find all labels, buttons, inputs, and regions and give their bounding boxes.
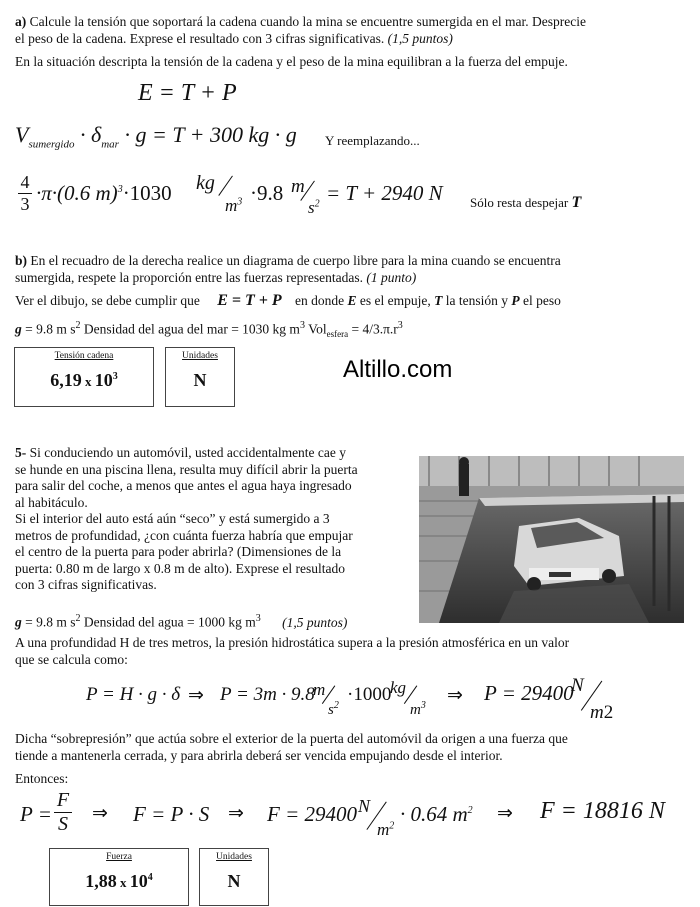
fraction-f-s: F S [54, 789, 72, 836]
q5-text: 5- Si conduciendo un automóvil, usted accidentalmente cae y se hunde en una piscina llena, resulta muy difícil abrir la puerta para salir del coche, a menos que antes el agua haya ingresado al habitáculo. Si el interior del auto está aún “seco” y está sumergido a 3 metros de profundidad, ¿con cuánta fuerza habría que empujar el centro de la puerta para poder abrirla? (Dimensiones de la puerta: 0.80 m de largo x 0.8 m de alto). Exprese el resultado con 3 cifras significativas. [15, 445, 358, 592]
equation-p-f-s: P = [20, 802, 52, 826]
arrow-5: ⇒ [497, 803, 513, 824]
equation-buoyancy: $V_{sumergido} \cdot \delta_{mar} \cdot g = T + 300$ kg · g [15, 122, 297, 151]
part-a-question: a) Calcule la tensión que soportará la cadena cuando la mina se encuentre sumergida en el mar. Desprecie [15, 14, 587, 29]
unit-kg-2: kg [390, 678, 407, 697]
points-b: (1 punto) [366, 270, 417, 285]
equation-e-t-p: E = T + P [138, 80, 237, 106]
unit-n-2: N [358, 796, 371, 816]
units-box-2: Unidades N [199, 848, 269, 906]
arrow-3: ⇒ [92, 803, 108, 824]
q5-data: g = 9.8 m $s^2$ Densidad del agua = 1000 kg $m^3$ (1,5 puntos) [15, 613, 348, 630]
units-box-1: Unidades N [165, 347, 235, 407]
points-q5: (1,5 puntos) [282, 614, 348, 630]
q5-pressure-text-2: que se calcula como: [15, 652, 128, 667]
arrow-2: ⇒ [447, 685, 463, 706]
car-in-pool-photo [419, 456, 684, 623]
equation-pressure-sub: P = 3m · 9.8 [220, 684, 315, 705]
watermark: Altillo.com [343, 356, 453, 383]
arrow-4: ⇒ [228, 803, 244, 824]
part-a-question-line2: el peso de la cadena. Exprese el resultado con 3 cifras significativas. (1,5 puntos) [15, 31, 453, 46]
answer-box-force: Fuerza 1,88 x $10^4$ [49, 848, 189, 906]
equation-f-sub: F = 29400 [267, 802, 357, 826]
answer-tension-value: 6,19 x $10^3$ [50, 370, 118, 390]
value-g: ·9.8 [250, 181, 284, 205]
equation-pressure-result: P = 29400 [484, 681, 574, 705]
equation-substitution: ·π·(0.6 m)$^3$·1030 [36, 181, 172, 205]
equation-result-t: = T + 2940 N [326, 181, 443, 205]
unit-m3: $m^3$ [225, 196, 243, 215]
answer-box-tension: Tensión cadena 6,19 x $10^3$ [14, 347, 154, 407]
slash-kg-m3 [218, 176, 233, 197]
unit-kg-m3: kg [196, 172, 215, 194]
unit-m-2: m [313, 680, 326, 699]
unit-m: m [291, 176, 305, 197]
q5-overpressure-text: Dicha “sobrepresión” que actúa sobre el exterior de la puerta del automóvil da origen a una fuerza que [15, 731, 568, 746]
part-b-question: b) En el recuadro de la derecha realice un diagrama de cuerpo libre para la mina cuando se encuentra [15, 253, 561, 268]
equation-pressure: P = H · g · δ [86, 684, 181, 705]
unit-m2-2: $m^2$ [377, 820, 395, 839]
fraction-4-3: 4 3 [18, 172, 32, 215]
q5-pressure-text: A una profundidad H de tres metros, la presión hidrostática supera a la presión atmosférica en un valor [15, 635, 570, 650]
unit-m3-2: $m^3$ [410, 700, 426, 718]
equation-f-p-s: F = P · S [133, 802, 210, 826]
equation-area: · 0.64 $m^2$ [400, 802, 473, 826]
unit-s2-2: $s^2$ [328, 700, 339, 718]
note-replacing: Y reemplazando... [325, 133, 420, 148]
q5-overpressure-text-2: tiende a mantenerla cerrada, y para abrirla deberá ser vencida empujando desde el interior. [15, 748, 503, 763]
points-a: (1,5 puntos) [387, 31, 453, 46]
unit-m2: m2 [590, 702, 614, 723]
unit-s2: $s^2$ [308, 198, 320, 217]
car-in-pool-image [419, 456, 684, 623]
part-b-data: g = 9.8 m $s^2$ Densidad del agua del mar = 1030 kg $m^3$ $Vol_{esfera} = 4/3.\pi.r^3$ [15, 320, 403, 340]
arrow-1: ⇒ [188, 685, 204, 706]
value-1000: ·1000 [347, 684, 392, 705]
part-b-explanation: Ver el dibujo, se debe cumplir que E = T + P en donde E es el empuje, T la tensión y P el peso [15, 292, 561, 309]
part-a-label: a) [15, 14, 27, 29]
note-solve-t: Sólo resta despejar T [470, 194, 582, 211]
unit-n: N [571, 675, 584, 696]
q5-number: 5- [15, 445, 27, 460]
part-b-question-line2: sumergida, respete la proporción entre las fuerzas representadas. (1 punto) [15, 270, 417, 285]
answer-force-value: 1,88 x $10^4$ [85, 871, 153, 891]
part-b-label: b) [15, 253, 28, 268]
equation-force-result: F = 18816 N [540, 798, 665, 824]
q5-then: Entonces: [15, 771, 69, 786]
part-a-situation: En la situación descripta la tensión de la cadena y el peso de la mina equilibran a la fuerza del empuje. [15, 54, 568, 69]
